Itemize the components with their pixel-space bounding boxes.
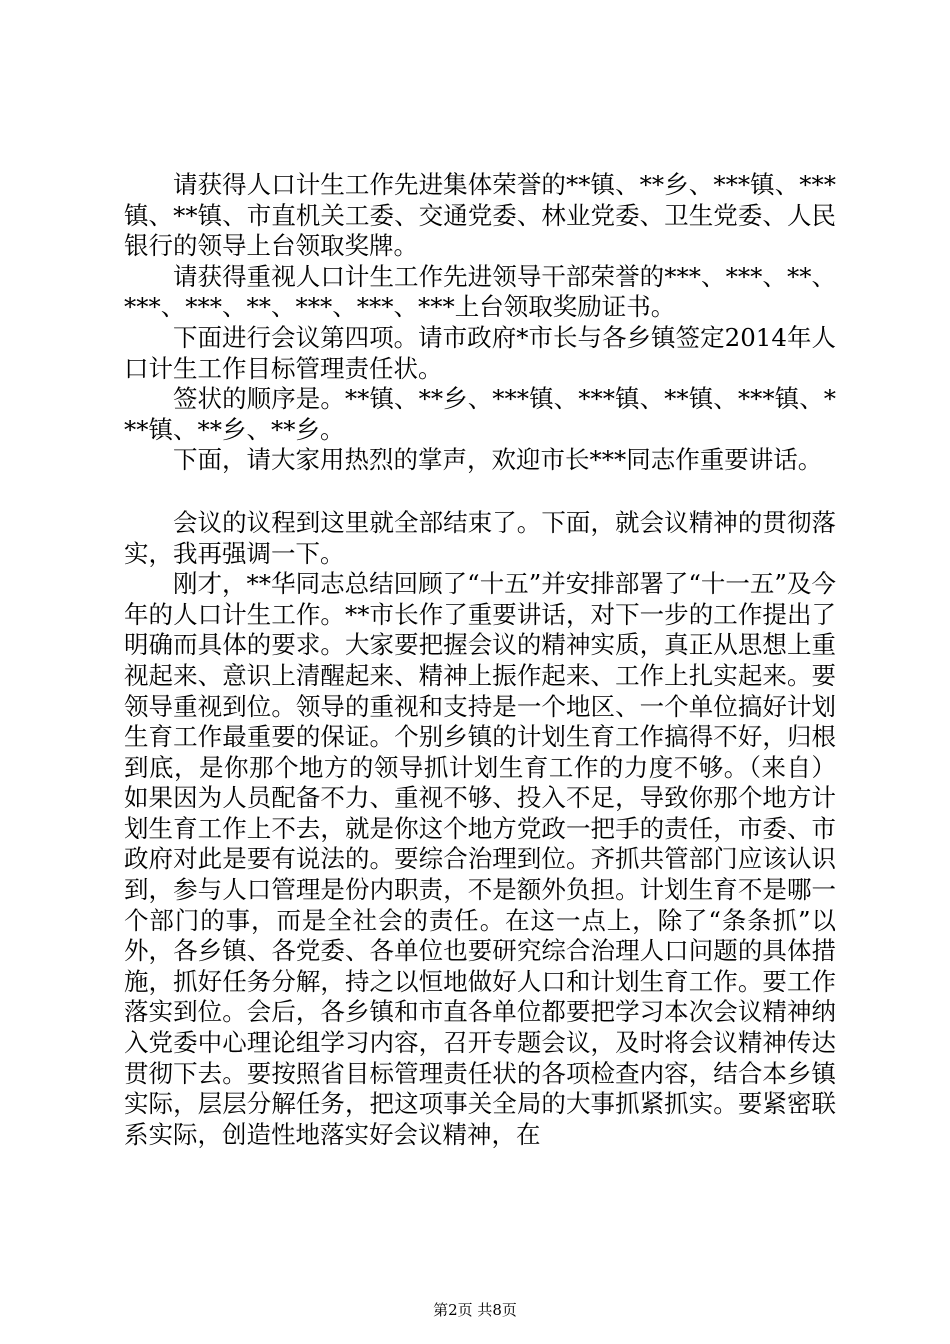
paragraph-mayor-speech: 下面，请大家用热烈的掌声，欢迎市长***同志作重要讲话。 (173, 445, 823, 475)
paragraph-agenda-item-four: 下面进行会议第四项。请市政府*市长与各乡镇签定2014年人口计生工作目标管理责任状。 (124, 322, 836, 383)
page-number-footer: 第2页 共8页 (433, 1301, 517, 1319)
paragraph-award-leaders: 请获得重视人口计生工作先进领导干部荣誉的***、***、**、***、***、**、***、***、***上台领取奖励证书。 (124, 261, 836, 322)
paragraph-award-collectives: 请获得人口计生工作先进集体荣誉的**镇、**乡、***镇、***镇、**镇、市直机关工委、交通党委、林业党委、卫生党委、人民银行的领导上台领取奖牌。 (124, 170, 836, 261)
paragraph-signing-order: 签状的顺序是。**镇、**乡、***镇、***镇、**镇、***镇、***镇、**乡、**乡。 (124, 384, 836, 444)
paragraph-spacer (124, 476, 836, 508)
paragraph-implementation: 刚才，**华同志总结回顾了“十五”并安排部署了“十一五”及今年的人口计生工作。**市长作了重要讲话，对下一步的工作提出了明确而具体的要求。大家要把握会议的精神实质，真正从思想上重视起来、意识上清醒起来、精神上振作起来、工作上扎实起来。要领导重视到位。领导的重视和支持是一个地区、一个单位搞好计划生育工作最重要的保证。个别乡镇的计划生育工作搞得不好，归根到底，是你那个地方的领导抓计划生育工作的力度不够。（来自）如果因为人员配备不力、重视不够、投入不足，导致你那个地方计划生育工作上不去，就是你这个地方党政一把手的责任，市委、市政府对此是要有说法的。要综合治理到位。齐抓共管部门应该认识到，参与人口管理是份内职责，不是额外负担。计划生育不是哪一个部门的事，而是全社会的责任。在这一点上，除了“条条抓”以外，各乡镇、各党委、各单位也要研究综合治理人口问题的具体措施，抓好任务分解，持之以恒地做好人口和计划生育工作。要工作落实到位。会后，各乡镇和市直各单位都要把学习本次会议精神纳入党委中心理论组学习内容，召开专题会议，及时将会议精神传达贯彻下去。要按照省目标管理责任状的各项检查内容，结合本乡镇实际，层层分解任务，把这项事关全局的大事抓紧抓实。要紧密联系实际，创造性地落实好会议精神，在 (124, 569, 836, 1149)
document-body (124, 170, 836, 1150)
paragraph-meeting-end: 会议的议程到这里就全部结束了。下面，就会议精神的贯彻落实，我再强调一下。 (124, 507, 836, 568)
